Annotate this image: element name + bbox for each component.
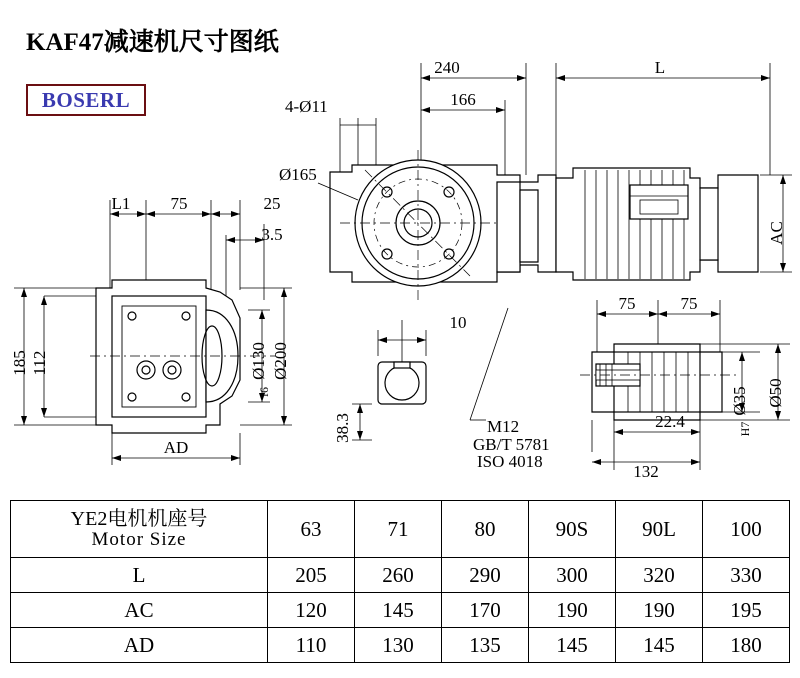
dim-10: 10 [449, 313, 467, 332]
dim-d35: Ø35 [730, 386, 749, 416]
table-header-motor-size-2: 71 [355, 501, 442, 558]
table-header-motor-size-4: 90S [529, 501, 616, 558]
dim-22-4: 22.4 [655, 412, 685, 431]
table-header-label-cn: YE2电机机座号 [70, 507, 208, 530]
table-row [11, 628, 790, 663]
table-header-label [11, 501, 268, 558]
cell-ac-2: 145 [355, 593, 442, 628]
table-header-motor-size-1: 63 [268, 501, 355, 558]
row-label-ac: AC [11, 593, 268, 628]
dim-75-a: 75 [618, 294, 636, 313]
dim-d50: Ø50 [766, 378, 785, 408]
dim-AD: AD [163, 438, 189, 457]
dim-38-3: 38.3 [333, 413, 352, 443]
cell-ad-4: 145 [529, 628, 616, 663]
table-header-label-en: Motor Size [91, 528, 187, 550]
dim-d200: Ø200 [271, 342, 290, 380]
dim-3-5: 3.5 [261, 225, 283, 244]
cell-ad-5: 145 [616, 628, 703, 663]
dim-166: 166 [450, 90, 476, 109]
cell-ad-1: 110 [268, 628, 355, 663]
row-label-l: L [11, 558, 268, 593]
label-gbt5781: GB/T 5781 [473, 435, 550, 454]
dim-75-left: 75 [170, 194, 188, 213]
cell-l-6: 330 [703, 558, 790, 593]
dim-d130: Ø130 [249, 342, 268, 380]
cell-l-2: 260 [355, 558, 442, 593]
dim-25: 25 [263, 194, 281, 213]
dim-75-b: 75 [680, 294, 698, 313]
cell-l-4: 300 [529, 558, 616, 593]
cell-ac-6: 195 [703, 593, 790, 628]
row-label-ad: AD [11, 628, 268, 663]
dim-d165: Ø165 [279, 165, 317, 184]
table-header-motor-size-3: 80 [442, 501, 529, 558]
dim-185: 185 [10, 350, 29, 376]
table-row [11, 593, 790, 628]
dim-L1: L1 [111, 194, 131, 213]
cell-ac-5: 190 [616, 593, 703, 628]
table-row [11, 558, 790, 593]
dim-AC: AC [767, 221, 786, 245]
cell-l-3: 290 [442, 558, 529, 593]
table-header-motor-size-5: 90L [616, 501, 703, 558]
dim-d35-sub: H7 [738, 421, 752, 437]
cell-ac-3: 170 [442, 593, 529, 628]
cell-l-5: 320 [616, 558, 703, 593]
cell-ad-6: 180 [703, 628, 790, 663]
dim-d130-sub: f6 [257, 387, 271, 397]
brand-logo-text: BOSERL [41, 87, 131, 112]
table-header-motor-size-6: 100 [703, 501, 790, 558]
dim-4xd11: 4-Ø11 [285, 97, 328, 116]
cell-ad-2: 130 [355, 628, 442, 663]
label-m12: M12 [487, 417, 520, 436]
cell-ac-4: 190 [529, 593, 616, 628]
label-iso4018: ISO 4018 [477, 452, 543, 471]
specification-table [10, 500, 790, 663]
dim-L: L [654, 58, 666, 77]
table-row [11, 501, 790, 558]
cell-ac-1: 120 [268, 593, 355, 628]
dim-240: 240 [434, 58, 460, 77]
dim-112: 112 [30, 350, 49, 376]
page-title: KAF47减速机尺寸图纸 [26, 29, 279, 56]
dim-132: 132 [633, 462, 659, 481]
cell-ad-3: 135 [442, 628, 529, 663]
cell-l-1: 205 [268, 558, 355, 593]
